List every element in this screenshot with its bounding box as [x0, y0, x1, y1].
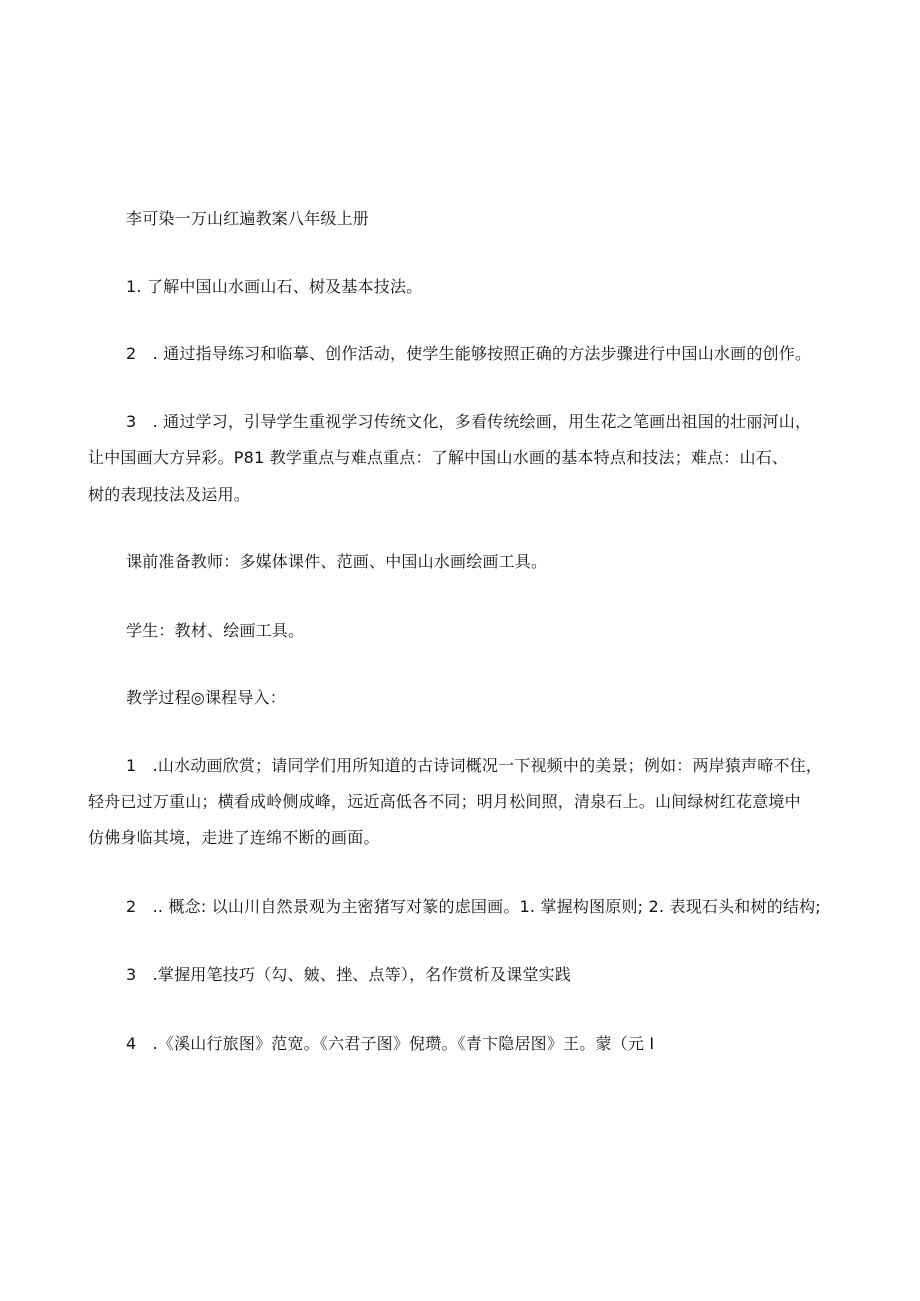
- objective-1: 1. 了解中国山水画山石、树及基本技法。: [126, 277, 423, 296]
- document-title: 李可染一万山红遍教案八年级上册: [126, 209, 370, 228]
- step-1-line-3: 仿佛身临其境，走进了连绵不断的画面。: [88, 828, 380, 847]
- step-1-line-2: 轻舟已过万重山；横看成岭侧成峰，远近高低各不同；明月松间照，清泉石上。山间绿树红花意境中: [88, 792, 801, 811]
- objective-3-line-2: 让中国画大方异彩。P81 教学重点与难点重点：了解中国山水画的基本特点和技法；难点：山石、: [88, 448, 789, 467]
- student-preparation: 学生：教材、绘画工具。: [126, 621, 305, 640]
- objective-2: 2 . 通过指导练习和临摹、创作活动，使学生能够按照正确的方法步骤进行中国山水画的创作。: [126, 344, 812, 363]
- teacher-preparation: 课前准备教师：多媒体课件、范画、中国山水画绘画工具。: [126, 552, 548, 571]
- process-heading: 教学过程◎课程导入：: [126, 688, 286, 707]
- step-1-line-1: 1 .山水动画欣赏；请同学们用所知道的古诗词概况一下视频中的美景；例如：两岸猿声啼不住，: [126, 756, 823, 775]
- objective-3-line-3: 树的表现技法及运用。: [88, 485, 251, 504]
- step-3: 3 .掌握用笔技巧（勾、皴、挫、点等），名作赏析及课堂实践: [126, 965, 572, 984]
- objective-3-line-1: 3 . 通过学习，引导学生重视学习传统文化，多看传统绘画，用生花之笔画出祖国的壮丽河山，: [126, 412, 812, 431]
- step-2: 2 .. 概念: 以山川自然景观为主密猪写对篆的虑国画。1. 掌握构图原则; 2. 表现石头和树的结构;: [126, 897, 821, 916]
- step-4: 4 .《溪山行旅图》范宽。《六君子图》倪瓒。《青卞隐居图》王。蒙（元 I: [126, 1034, 655, 1053]
